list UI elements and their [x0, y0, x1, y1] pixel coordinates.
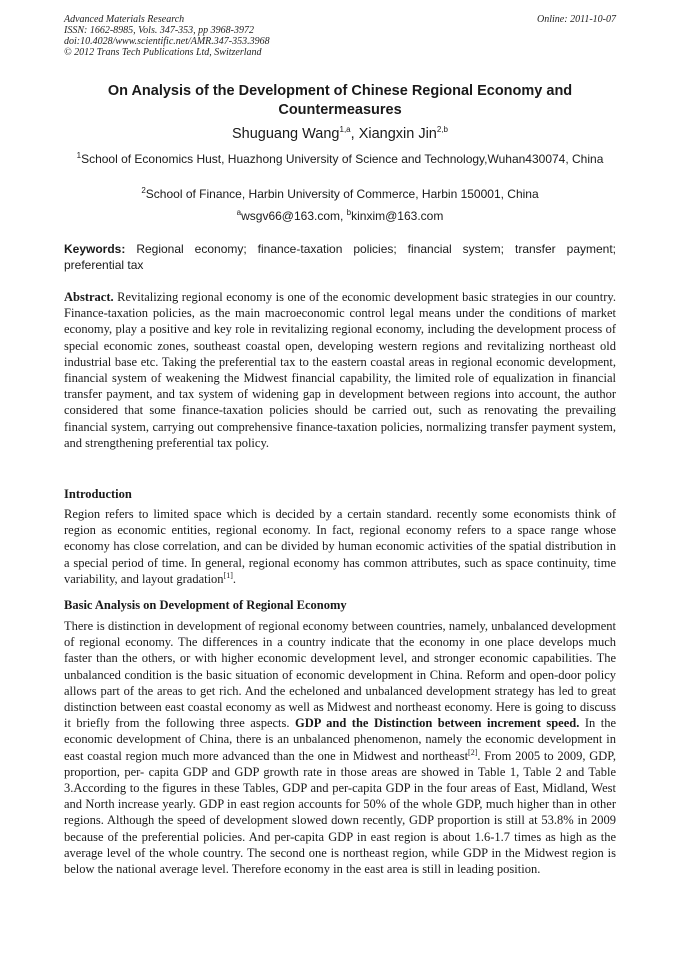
paragraph-text: There is distinction in development of regional economy between countries, namely, unbalanced development of regional economy. The differences in a country indicate that the economy in one place develops much faster than the others, or with higher economic development level, and stronger economic capabilities. The unbalanced condition is the basic situation of economic development in China. Reform and open-door policy allows part of the areas to get rich. And the echeloned and unbalanced development strategy has led to great distinction between east coastal economy as well as Midwest and northeast economy. Here is going to discuss it briefly from the following three aspects. — [64, 619, 616, 731]
email-mark: a — [236, 208, 242, 217]
affiliation-mark: 2 — [141, 186, 146, 195]
journal-issn: ISSN: 1662-8985, Vols. 347-353, pp 3968-3972 — [64, 25, 254, 36]
email-line — [74, 208, 606, 224]
paragraph-text: In the economic development of China, there is an unbalanced phenomenon, namely the economic development in east coastal region much more advanced than the one in Midwest and northeast — [64, 716, 616, 763]
keywords — [64, 241, 616, 273]
affiliation — [74, 186, 606, 202]
subsection-heading: GDP and the Distinction between increment speed. — [295, 716, 580, 731]
email-address[interactable]: wsgv66@163.com, — [241, 209, 347, 223]
author-name: Xiangxin Jin — [358, 126, 437, 142]
paragraph — [64, 618, 616, 877]
keywords-text: Regional economy; finance-taxation policies; financial system; transfer payment; preferential tax — [64, 242, 616, 272]
online-date: Online: 2011-10-07 — [537, 14, 616, 25]
citation[interactable]: [2] — [468, 747, 478, 757]
affiliation-text: School of Finance, Harbin University of Commerce, Harbin 150001, China — [145, 187, 539, 201]
affiliation-mark: 1 — [76, 151, 82, 160]
journal-header — [64, 14, 616, 58]
citation[interactable]: [1] — [223, 570, 233, 580]
abstract — [64, 289, 616, 451]
paragraph-end: . — [232, 571, 237, 586]
author-affiliation-mark: 1,a — [339, 125, 351, 135]
author-separator: , — [350, 126, 359, 142]
section-heading: Basic Analysis on Development of Regional Economy — [64, 598, 347, 612]
abstract-label: Abstract. — [64, 290, 114, 304]
section-heading: Introduction — [64, 487, 132, 501]
paper-title: On Analysis of the Development of Chinese Regional Economy and Countermeasures — [107, 83, 573, 118]
journal-name: Advanced Materials Research — [64, 14, 185, 25]
affiliation — [74, 151, 606, 167]
keywords-label: Keywords: — [64, 242, 126, 256]
abstract-text: Revitalizing regional economy is one of the economic development basic strategies in our country. Finance-taxation policies, as the main macroeconomic control legal means under the conditions of market economy, play a positive and key role in revitalizing regional economy, including the development process of special economic zones, southeast coastal open, developing western regions and revitalizing northeast old industrial base etc. Taking the preferential tax to the eastern coastal areas in regional economic development, financial system of weakening the Midwest financial capability, the limited role of equalization in financial transfer payment, and tax system of widening gap in development between regions into account, the author considered that some finance-taxation policies should be carried out, such as renovating the prevailing financial system, carrying out comprehensive finance-taxation policies, normalizing transfer payment system, and strengthening preferential tax policy. — [64, 290, 616, 450]
affiliation-text: School of Economics Hust, Huazhong University of Science and Technology,Wuhan430074, China — [81, 152, 604, 166]
paragraph-text: Region refers to limited space which is decided by a certain standard. recently some economists think of region as economic entities, regional economy. In fact, regional economy refers to a space range whose economy has close correlation, and can be divided by human economic activities of the spatial distribution in a special period of time. In general, regional economy has common attributes, such as space continuity, time variability, and layout gradation — [64, 507, 616, 586]
journal-copyright: © 2012 Trans Tech Publications Ltd, Switzerland — [64, 47, 262, 58]
author-line — [64, 125, 616, 143]
paragraph — [64, 506, 616, 587]
paragraph-text: . From 2005 to 2009, GDP, proportion, per- capita GDP and GDP growth rate in those areas are showed in Table 1, Table 2 and Table 3.According to the figures in these Tables, GDP and per-capita GDP in the four areas of East, Midland, West and North increase yearly. GDP in east region accounts for 50% of the whole GDP, much higher than in other regions. Although the speed of development slowed down recently, GDP proportion is still at 53.8% in 2009 because of the preferential policies. And per-capita GDP in east region is about 1.6-1.7 times as high as the average level of the whole country. The second one is northeast region, while GDP in the Midwest region is below the national average level. Therefore economy in the east area is still in leading position. — [64, 748, 616, 877]
email-mark: b — [346, 208, 352, 217]
journal-doi[interactable]: doi:10.4028/www.scientific.net/AMR.347-353.3968 — [64, 36, 270, 47]
email-address[interactable]: kinxim@163.com — [351, 209, 444, 223]
author-name: Shuguang Wang — [232, 126, 340, 142]
author-affiliation-mark: 2,b — [436, 125, 448, 135]
